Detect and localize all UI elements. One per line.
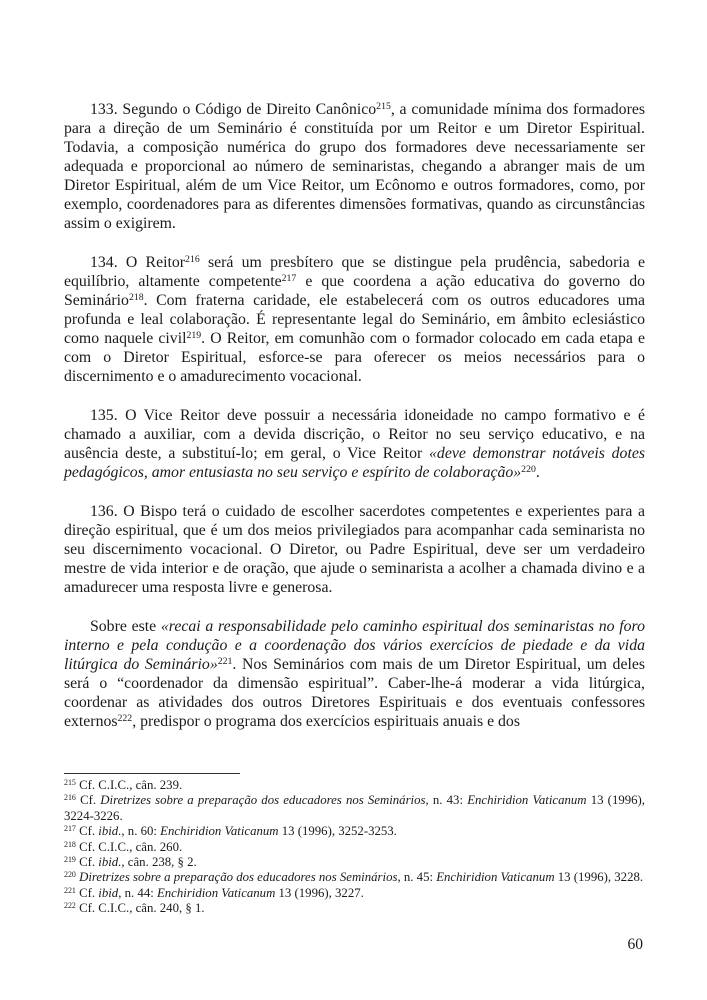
footnote-separator [64, 773, 240, 774]
text-run: e que coordena a ação educativa do governo do Seminário [64, 273, 645, 309]
text-run: . Nos Seminários com mais de um Diretor Espiritual, um deles será o “coordenador da dimensão espiritual”. Caber-lhe-á moderar a vida litúrgica, coordenar as atividades dos outros Diretores Espirituais e dos eventuais confessores externos [64, 656, 646, 730]
text-run: Cf. [80, 793, 101, 808]
text-run: , n. 43: [425, 793, 468, 808]
text-run: 133. Segundo o Código de Direito Canônico [90, 101, 377, 118]
italic-quote: «recai a responsabilidade pelo caminho espiritual dos seminaristas no foro interno e pela condução e a coordenação dos vários exercícios de piedade e da vida litúrgica do Seminário» [64, 618, 646, 673]
footnote-marker: 216 [64, 793, 76, 803]
footnote-reference: 218 [128, 292, 144, 304]
italic-quote: Enchiridion Vaticanum [156, 885, 276, 900]
footnote [64, 840, 645, 855]
footnote [64, 901, 645, 916]
footnote-reference: 219 [186, 330, 202, 342]
footnote-reference: 222 [117, 713, 133, 725]
footnote-marker: 215 [64, 778, 76, 788]
text-run: Cf. C.I.C., cân. 240, § 1. [79, 901, 205, 916]
footnote [64, 855, 645, 870]
text-run: Cf. C.I.C., cân. 260. [79, 839, 183, 854]
text-run: Sobre este [90, 618, 161, 635]
italic-quote: ibid. [98, 824, 122, 839]
footnote [64, 870, 645, 885]
text-run: . O Reitor, em comunhão com o formador colocado em cada etapa e com o Diretor Espiritual, esforce-se para oferecer os meios necessários para o discernimento e o amadurecimento vocacional. [64, 330, 645, 385]
footnote-marker: 222 [64, 901, 76, 911]
text-run: será um presbítero que se distingue pela prudência, sabedoria e equilíbrio, altamente competente [64, 254, 645, 290]
italic-quote: Enchiridion Vaticanum [467, 793, 587, 808]
text-run: 13 (1996), 3252-3253. [278, 824, 397, 839]
footnote-marker: 221 [64, 885, 76, 895]
footnote [64, 778, 645, 793]
text-run: . [535, 464, 540, 481]
text-run: , n. 45: [397, 870, 437, 885]
body-paragraph [64, 502, 645, 597]
text-run: , a comunidade mínima dos formadores para a direção de um Seminário é constituída por um Reitor e um Diretor Espiritual. Todavia, a composição numérica do grupo dos formadores deve necessariamente ser adequada e proporcional ao número de seminaristas, chegando a abranger mais de um Diretor Espiritual, além de um Vice Reitor, um Ecônomo e outros formadores, como, por exemplo, coordenadores para as diferentes dimensões formativas, quando as circunstâncias assim o exigirem. [64, 101, 645, 232]
footnote-reference: 220 [521, 464, 536, 476]
italic-quote: Enchiridion Vaticanum [436, 870, 555, 885]
footnote-marker: 219 [64, 855, 76, 865]
footnote-reference: 221 [217, 656, 233, 668]
text-run: Cf. [79, 855, 99, 870]
body-paragraph [64, 617, 645, 731]
footnote [64, 824, 645, 839]
text-run: 13 (1996), 3224-3226. [64, 793, 646, 823]
footnotes-section [64, 778, 645, 917]
footnote [64, 793, 645, 824]
footnote-marker: 217 [64, 824, 76, 834]
body-paragraph [64, 100, 645, 233]
italic-quote: ibid. [98, 855, 122, 870]
text-run: , n. 60: [121, 824, 161, 839]
body-text [64, 100, 645, 731]
text-run: Cf. [79, 824, 99, 839]
text-run: , n. 44: [118, 885, 157, 900]
text-run: 13 (1996), 3227. [275, 885, 364, 900]
footnote-marker: 220 [64, 870, 76, 880]
text-run: . Com fraterna caridade, ele estabelecerá com os outros educadores uma profunda e leal colaboração. É representante legal do Seminário, em âmbito eclesiástico como naquele civil [64, 292, 645, 347]
italic-quote: ibid [98, 885, 119, 900]
text-run: , predispor o programa dos exercícios espirituais anuais e dos [132, 713, 520, 730]
body-paragraph [64, 253, 645, 386]
text-run: Cf. [79, 885, 99, 900]
footnote-marker: 218 [64, 839, 76, 849]
text-run: 13 (1996), 3228. [554, 870, 644, 885]
footnote-reference: 216 [185, 254, 200, 266]
text-run: 136. O Bispo terá o cuidado de escolher sacerdotes competentes e experientes para a direção espiritual, que é um dos meios privilegiados para acompanhar cada seminarista no seu discernimento vocacional. O Diretor, ou Padre Espiritual, deve ser um verdadeiro mestre de vida interior e de oração, que ajude o seminarista a acolher a chamada divino e a amadurecer uma resposta livre e generosa. [64, 503, 645, 596]
italic-quote: «deve demonstrar notáveis dotes pedagógicos, amor entusiasta no seu serviço e espírito de colaboração» [64, 445, 645, 481]
page-number: 60 [627, 936, 643, 953]
footnote-reference: 215 [376, 101, 391, 113]
body-paragraph [64, 406, 645, 482]
text-run: , cân. 238, § 2. [121, 855, 197, 870]
text-run: Cf. C.I.C., cân. 239. [79, 778, 183, 792]
italic-quote: Diretrizes sobre a preparação dos educadores nos Seminários [100, 793, 426, 808]
text-run: 135. O Vice Reitor deve possuir a necessária idoneidade no campo formativo e é chamado a auxiliar, com a devida discrição, o Reitor no seu serviço educativo, e na ausência deste, a substituí-lo; em geral, o Vice Reitor [64, 407, 645, 462]
italic-quote: Enchiridion Vaticanum [160, 824, 279, 839]
italic-quote: Diretrizes sobre a preparação dos educadores nos Seminários [79, 870, 398, 885]
footnote [64, 886, 645, 901]
text-run: 134. O Reitor [90, 254, 186, 271]
footnote-reference: 217 [281, 273, 297, 285]
page-content [64, 100, 645, 917]
